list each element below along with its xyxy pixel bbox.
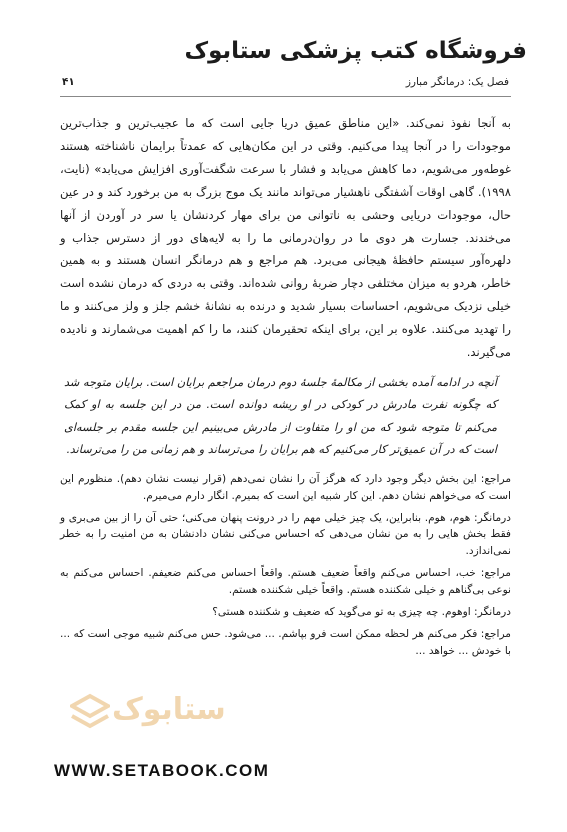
page-body: [60, 112, 511, 665]
dialogue-text: اوهوم. چه چیزی به تو می‌گوید که ضعیف و شکننده هستی؟: [212, 606, 471, 618]
dialogue-line: [60, 510, 511, 559]
dialogue-line: [60, 604, 511, 620]
therapy-dialogue: [60, 471, 511, 659]
case-quote: آنچه در ادامه آمده بخشی از مکالمهٔ جلسهٔ دوم درمان مراجعم برایان است. برایان متوجه شد که چگونه نفرت مادرش در کودکی در او ریشه دوانده است. من در این جلسه به او کمک می‌کنم تا متوجه شود که من او را متفاوت از مادرش می‌بینیم این جلسه مقدم بر جلسه‌ای است که در آن عمیق‌تر کار می‌کنیم که هم برایان را می‌ترساند و هم زمانی من را می‌ترساند.: [64, 375, 497, 456]
setabook-watermark: [70, 686, 270, 746]
book-stack-icon: [70, 692, 110, 736]
dialogue-text: خب، احساس می‌کنم واقعاً ضعیف هستم. واقعاً احساس می‌کنم ضعیفم. احساس می‌کنم به نوعی بی‌گناهم و خیلی شکننده هستم. واقعاً خیلی شکننده هستم.: [60, 567, 511, 596]
running-header: [62, 76, 509, 96]
page-number: ۴۱: [62, 76, 75, 88]
dialogue-text: هوم، هوم. بنابراین، یک چیز خیلی مهم را در درونت پنهان می‌کنی؛ حتی آن را از بین می‌بری و فقط بخش هایی را به من نشان می‌دهی که احساس می‌کنی نشان دادنشان به من امنیت را به خطر نمی‌اندازد.: [60, 511, 511, 557]
speaker-label: مراجع:: [480, 473, 512, 486]
watermark-text: ستابوک: [112, 692, 226, 727]
website-url[interactable]: WWW.SETABOOK.COM: [54, 761, 270, 780]
dialogue-line: [60, 626, 511, 659]
speaker-label: مراجع:: [480, 628, 511, 641]
dialogue-text: فکر می‌کنم هر لحظه ممکن است فرو بپاشم. ... می‌شود. حس می‌کنم شبیه موجی است که ... با خودش ... خواهد ...: [60, 628, 511, 657]
speaker-label: درمانگر:: [474, 511, 511, 524]
dialogue-line: [60, 565, 511, 598]
speaker-label: درمانگر:: [474, 606, 511, 618]
body-paragraph: به آنجا نفوذ نمی‌کند. «این مناطق عمیق دریا جایی است که ما عجیب‌ترین و جذاب‌ترین موجودات را در آنجا پیدا می‌کنیم. وقتی در این مکان‌هایی که عمدتاً برایمان ناشناخته هستند غوطه‌ور می‌شویم، دما کاهش می‌یابد و فشار با سرعت شگفت‌آوری افزایش می‌یابد» (نایت، ۱۹۹۸). گاهی اوقات آشفتگی ناهشیار می‌تواند مانند یک موج بزرگ به من برخورد کند و در عین حال، موجودات دریایی وحشی به ناتوانی من برای مهار کردنشان یا سر در آوردن از آنها می‌خندند. جسارت هر دوی ما در روان‌درمانی ما را به لایه‌های دور از دسترس جذاب و دلهره‌آور سیستم حافظهٔ هیجانی می‌برد. هم مراجع و هم درمانگر انسان هستند و به همین خاطر، هردو به میزان مختلفی دچار ضربهٔ روانی شده‌اند. وقتی به دردی که درمان نشده است خیلی نزدیک می‌شویم، احساسات بسیار شدید و درنده به نشانهٔ خشم جلز و ولز می‌کنند و ما را تهدید می‌کنند. علاوه بر این، برای اینکه تحقیرمان کنند، ما را کم اهمیت می‌شمارند و نادیده می‌گیرند.: [60, 116, 511, 360]
store-brand-title: فروشگاه کتب پزشکی ستابوک: [184, 38, 527, 64]
chapter-title: فصل یک: درمانگر مبارز: [405, 76, 509, 88]
header-rule: [60, 96, 511, 97]
dialogue-text: این بخش دیگر وجود دارد که هرگز آن را نشان نمی‌دهم (قرار نیست نشان دهم). منظورم این است که می‌خواهم نشان دهم. این کار شبیه این است که بمیرم. انگار دارم می‌میرم.: [60, 473, 511, 502]
dialogue-line: [60, 471, 511, 504]
speaker-label: مراجع:: [480, 567, 511, 580]
